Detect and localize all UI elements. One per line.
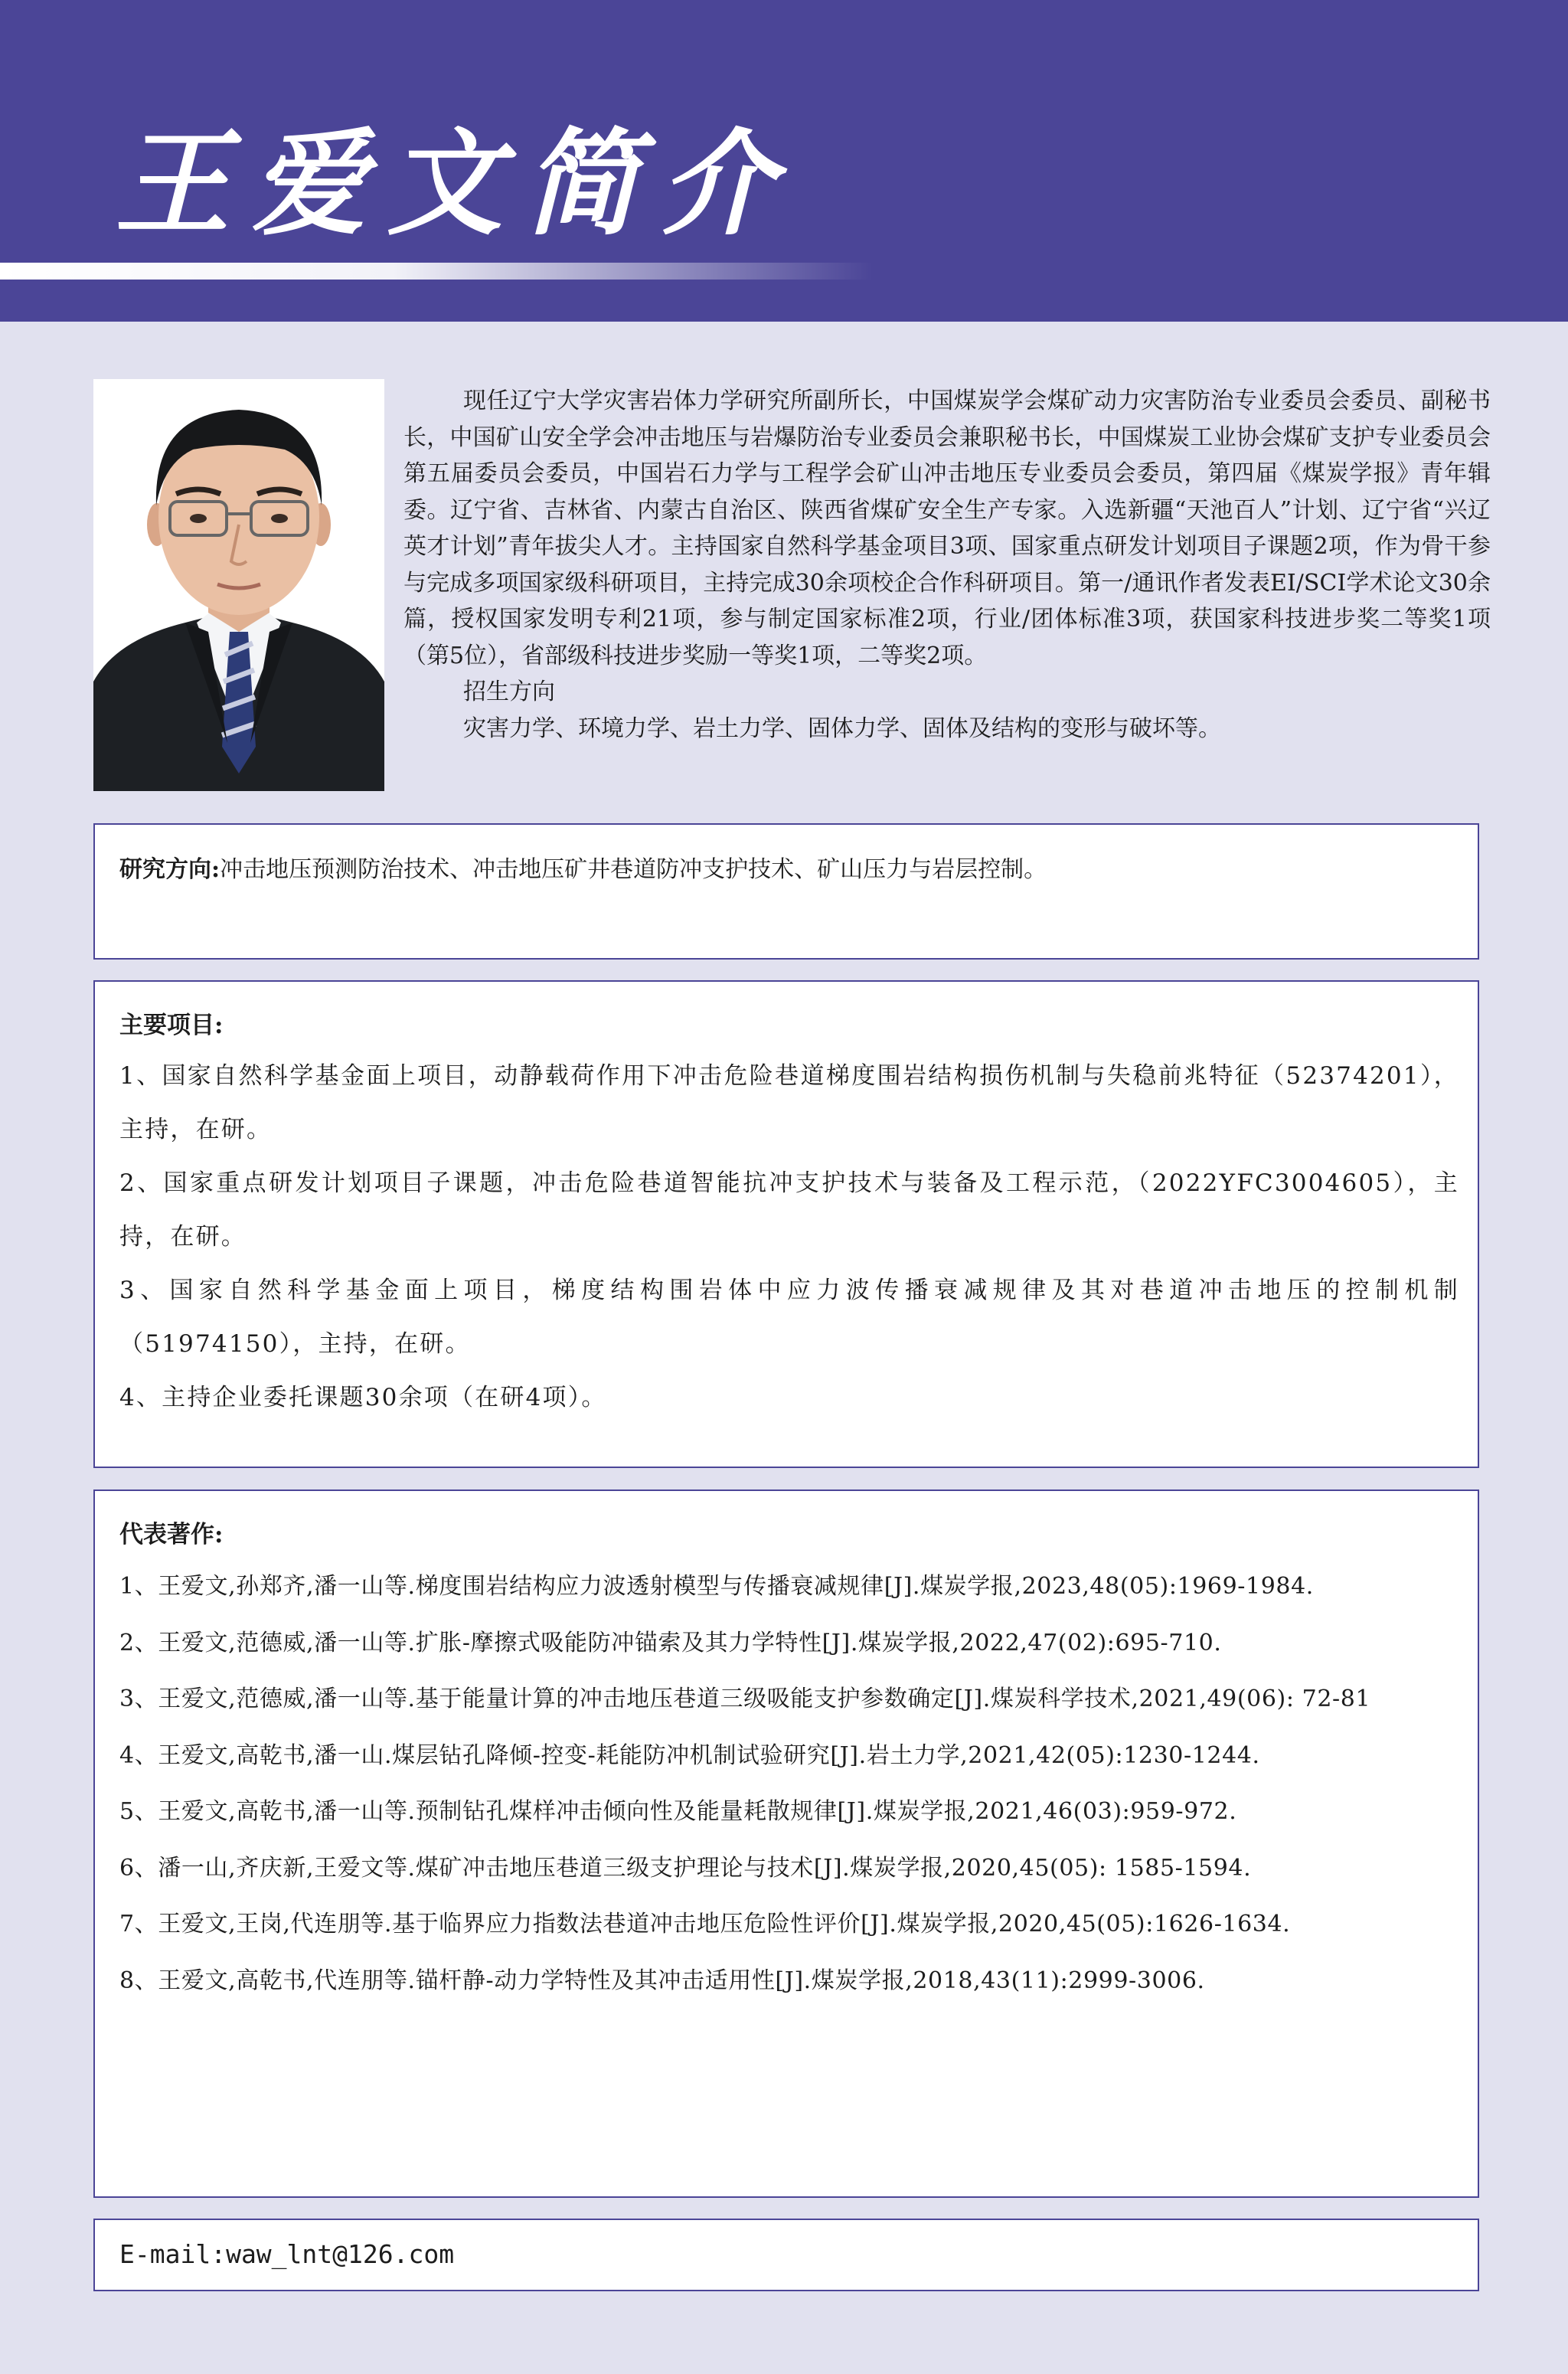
- publications-box: [93, 1489, 1479, 2198]
- list-item: 3、国家自然科学基金面上项目，梯度结构围岩体中应力波传播衰减规律及其对巷道冲击地压的控制机制（51974150），主持，在研。: [119, 1277, 1459, 1358]
- list-item: 1、王爱文,孙郑齐,潘一山等.梯度围岩结构应力波透射模型与传播衰减规律[J].煤炭学报,2023,48(05):1969-1984.: [119, 1573, 1314, 1600]
- publications-heading: 代表著作:: [119, 1521, 224, 1548]
- email-box: [93, 2219, 1479, 2291]
- list-item: 2、王爱文,范德威,潘一山等.扩胀-摩擦式吸能防冲锚索及其力学特性[J].煤炭学报,2022,47(02):695-710.: [119, 1629, 1222, 1656]
- publications-list: [119, 1558, 1459, 2009]
- list-item: 6、潘一山,齐庆新,王爱文等.煤矿冲击地压巷道三级支护理论与技术[J].煤炭学报,2020,45(05): 1585-1594.: [119, 1854, 1252, 1882]
- research-label: 研究方向:: [119, 856, 220, 883]
- bio-text: 现任辽宁大学灾害岩体力学研究所副所长，中国煤炭学会煤矿动力灾害防治专业委员会委员、副秘书长，中国矿山安全学会冲击地压与岩爆防治专业委员会兼职秘书长，中国煤炭工业协会煤矿支护专业委员会第五届委员会委员，中国岩石力学与工程学会矿山冲击地压专业委员会委员，第四届《煤炭学报》青年辑委。辽宁省、吉林省、内蒙古自治区、陕西省煤矿安全生产专家。入选新疆“天池百人”计划、辽宁省“兴辽英才计划”青年拔尖人才。主持国家自然科学基金项目3项、国家重点研发计划项目子课题2项，作为骨干参与完成多项国家级科研项目，主持完成30余项校企合作科研项目。第一/通讯作者发表EI/SCI学术论文30余篇，授权国家发明专利21项，参与制定国家标准2项，行业/团体标准3项，获国家科技进步奖二等奖1项（第5位），省部级科技进步奖励一等奖1项，二等奖2项。: [403, 387, 1491, 669]
- enroll-label: 招生方向: [463, 679, 555, 705]
- projects-box: [93, 980, 1479, 1468]
- projects-heading: 主要项目:: [119, 1012, 224, 1039]
- header-banner: [0, 0, 1568, 322]
- header-divider: [0, 263, 873, 280]
- page-title: 王爱文简介: [115, 116, 797, 251]
- enroll-fields: 灾害力学、环境力学、岩土力学、固体力学、固体及结构的变形与破坏等。: [463, 714, 1221, 742]
- projects-list: [119, 1049, 1459, 1424]
- list-item: 1、国家自然科学基金面上项目，动静载荷作用下冲击危险巷道梯度围岩结构损伤机制与失稳前兆特征（52374201），主持，在研。: [119, 1062, 1459, 1143]
- list-item: 4、王爱文,高乾书,潘一山.煤层钻孔降倾-控变-耗能防冲机制试验研究[J].岩土力学,2021,42(05):1230-1244.: [119, 1741, 1260, 1769]
- list-item: 2、国家重点研发计划项目子课题，冲击危险巷道智能抗冲支护技术与装备及工程示范，（2022YFC3004605），主持，在研。: [119, 1169, 1459, 1251]
- intro-section: [403, 383, 1491, 747]
- research-direction-box: [93, 823, 1479, 960]
- list-item: 8、王爱文,高乾书,代连朋等.锚杆静-动力学特性及其冲击适用性[J].煤炭学报,2018,43(11):2999-3006.: [119, 1967, 1205, 1994]
- email-address[interactable]: E-mail:waw_lnt@126.com: [119, 2239, 455, 2269]
- list-item: 3、王爱文,范德威,潘一山等.基于能量计算的冲击地压巷道三级吸能支护参数确定[J].煤炭科学技术,2021,49(06): 72-81: [119, 1686, 1371, 1712]
- list-item: 7、王爱文,王岗,代连朋等.基于临界应力指数法巷道冲击地压危险性评价[J].煤炭学报,2020,45(05):1626-1634.: [119, 1911, 1291, 1937]
- portrait-photo: [93, 379, 384, 791]
- list-item: 4、主持企业委托课题30余项（在研4项）。: [119, 1384, 607, 1411]
- person-portrait-icon: [93, 379, 384, 791]
- research-text: 冲击地压预测防治技术、冲击地压矿井巷道防冲支护技术、矿山压力与岩层控制。: [220, 856, 1047, 883]
- list-item: 5、王爱文,高乾书,潘一山等.预制钻孔煤样冲击倾向性及能量耗散规律[J].煤炭学报,2021,46(03):959-972.: [119, 1798, 1237, 1825]
